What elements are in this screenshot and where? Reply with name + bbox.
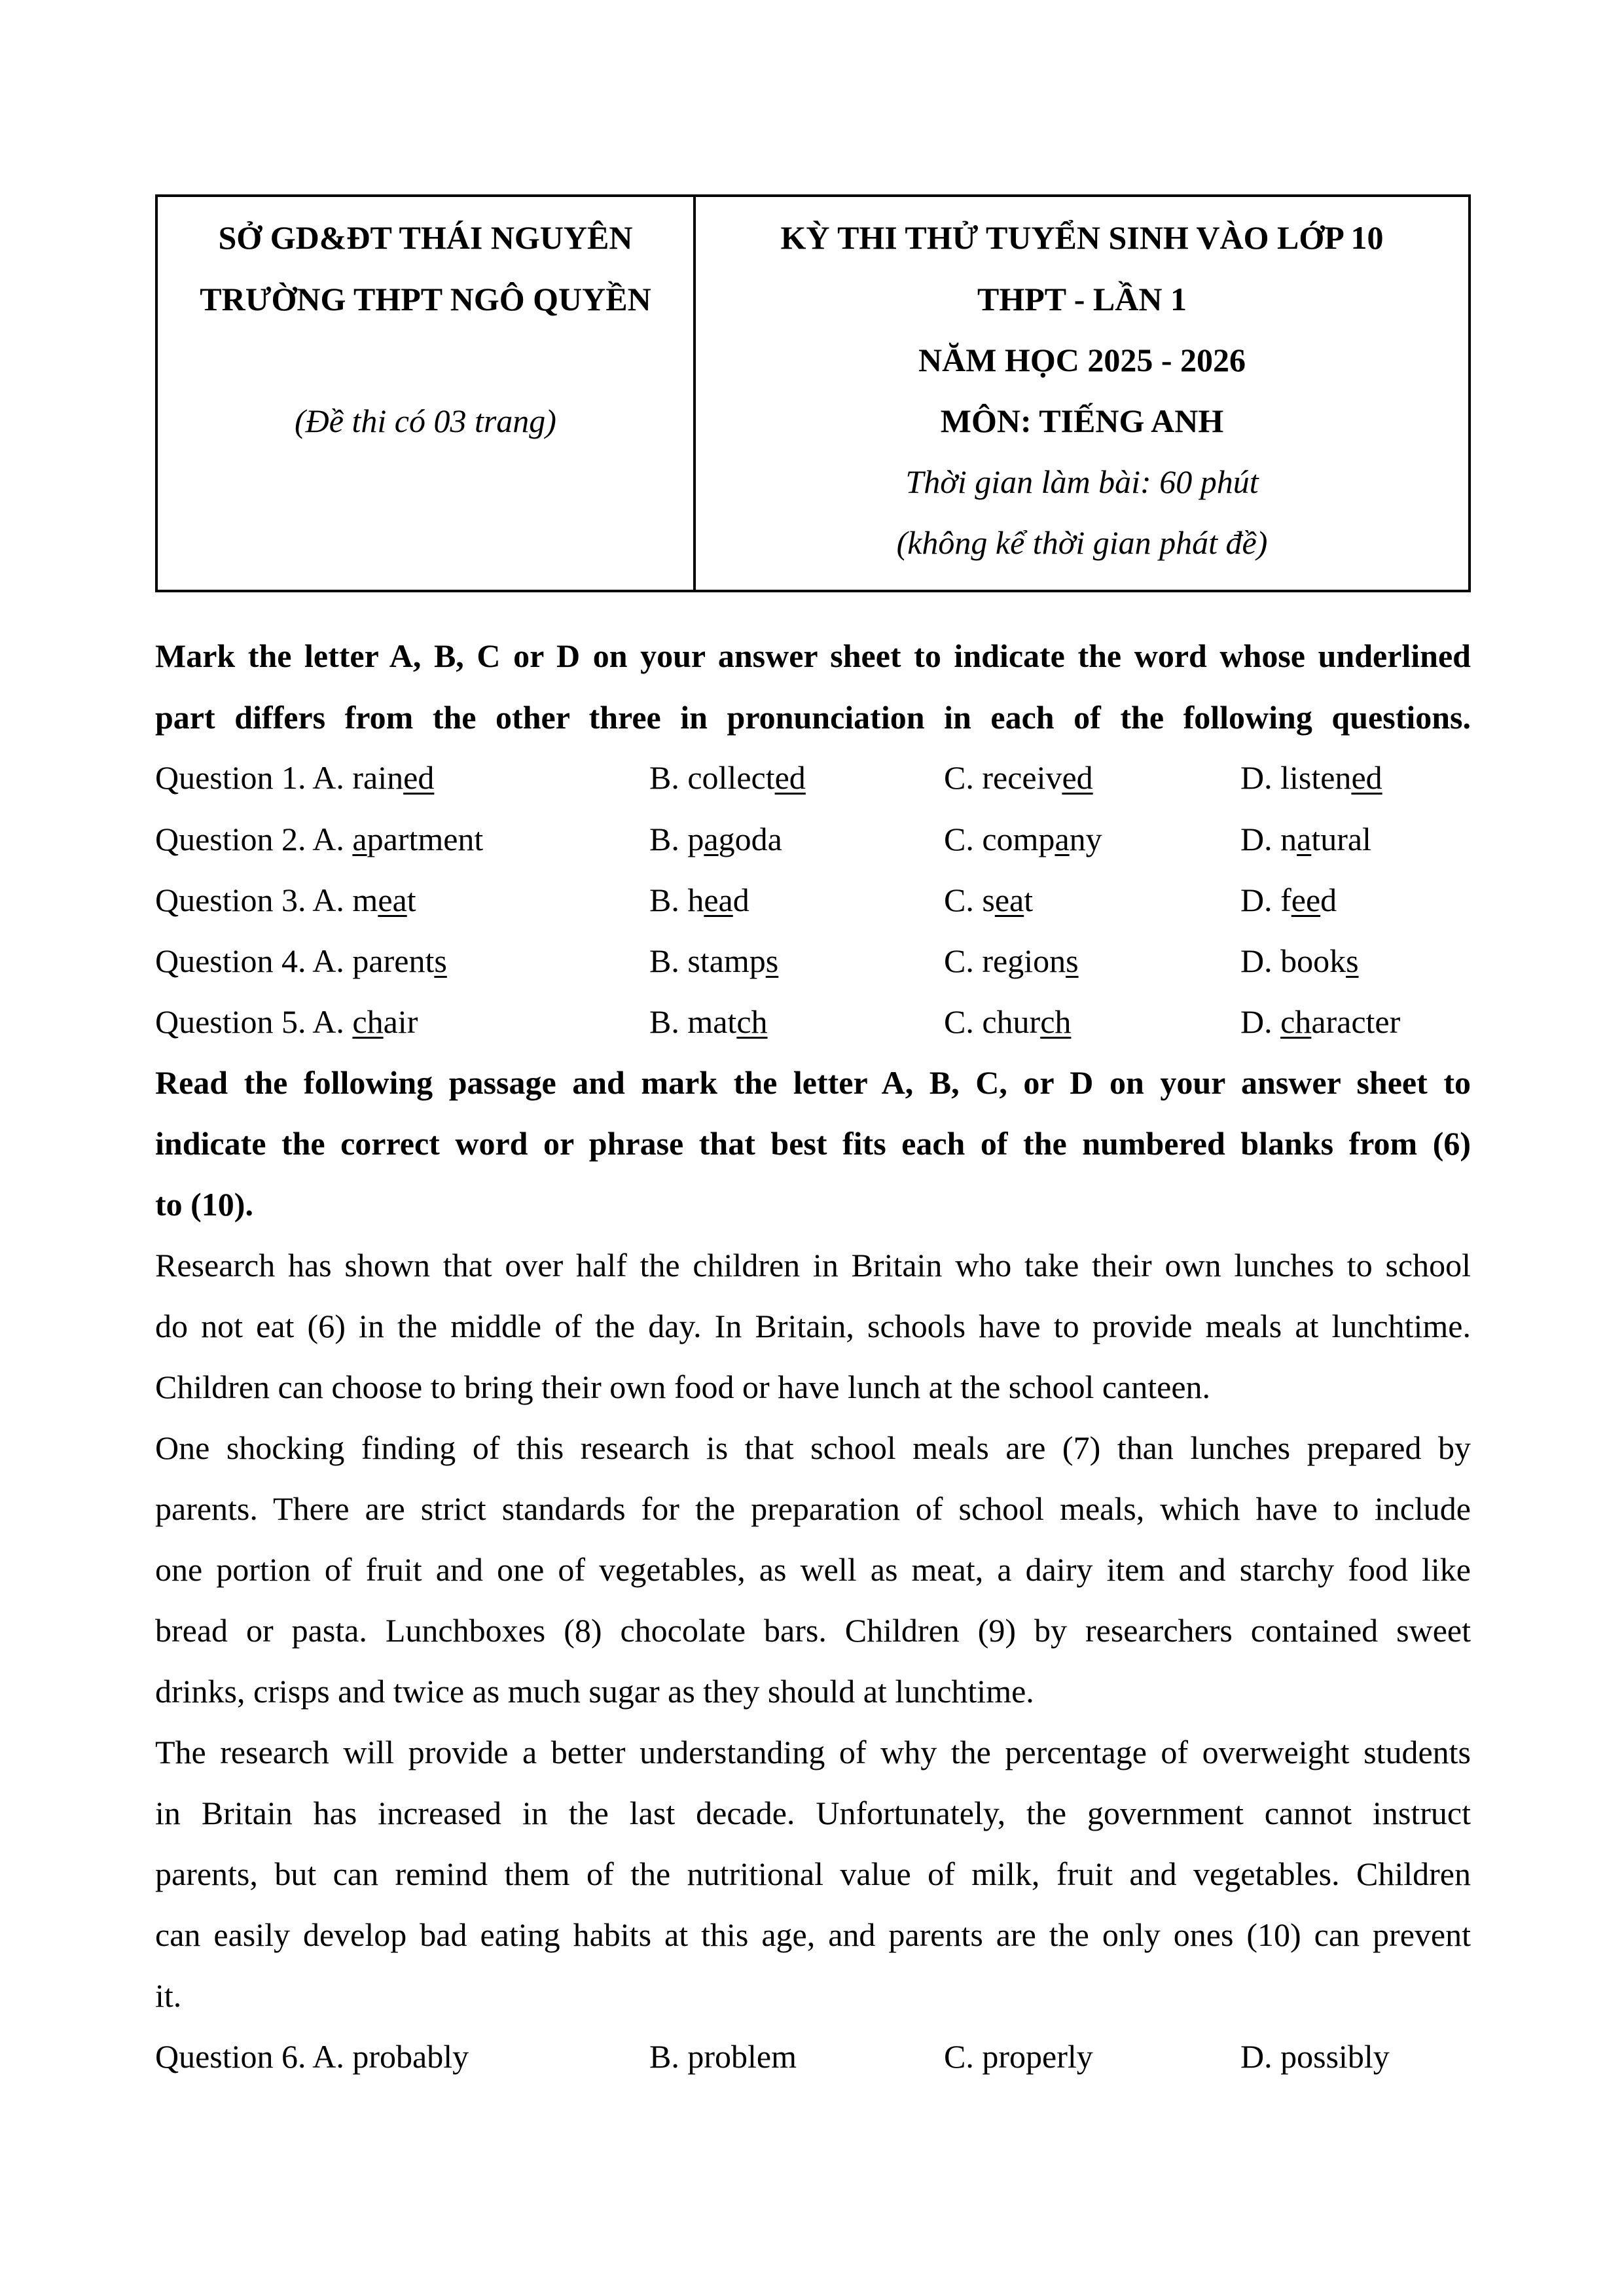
exam-duration: Thời gian làm bài: 60 phút bbox=[905, 463, 1259, 500]
section2-instruction-line2: indicate the correct word or phrase that best fits each of the numbered blanks from (6) bbox=[155, 1125, 1471, 1162]
option-a: Question 4. A. parents bbox=[155, 942, 447, 979]
question-row-1 bbox=[155, 758, 1471, 797]
option-d: D. character bbox=[1240, 1003, 1401, 1040]
option-b: B. head bbox=[649, 882, 749, 918]
passage-line: it. bbox=[155, 1977, 182, 2014]
exam-title: KỲ THI THỬ TUYỂN SINH VÀO LỚP 10 bbox=[780, 219, 1384, 256]
question-row-4 bbox=[155, 941, 1471, 980]
passage-line: Children can choose to bring their own food or have lunch at the school canteen. bbox=[155, 1369, 1211, 1405]
passage-line: parents. There are strict standards for the preparation of school meals, which have to include bbox=[155, 1490, 1471, 1527]
passage-line: can easily develop bad eating habits at this age, and parents are the only ones (10) can prevent bbox=[155, 1916, 1471, 1953]
option-c: C. received bbox=[944, 759, 1093, 796]
question-row-2 bbox=[155, 819, 1471, 859]
department-name: SỞ GD&ĐT THÁI NGUYÊN bbox=[218, 219, 633, 256]
question-row-5 bbox=[155, 1002, 1471, 1041]
exam-subject: MÔN: TIẾNG ANH bbox=[940, 403, 1224, 439]
passage-line: Research has shown that over half the children in Britain who take their own lunches to school bbox=[155, 1247, 1471, 1283]
passage-line: in Britain has increased in the last decade. Unfortunately, the government cannot instruct bbox=[155, 1795, 1471, 1831]
section1-instruction-line1: Mark the letter A, B, C or D on your answer sheet to indicate the word whose underlined bbox=[155, 637, 1471, 674]
option-c: C. company bbox=[944, 821, 1102, 857]
passage-line: drinks, crisps and twice as much sugar as they should at lunchtime. bbox=[155, 1673, 1034, 1710]
option-b: B. problem bbox=[649, 2038, 797, 2075]
option-a: Question 1. A. rained bbox=[155, 759, 435, 796]
option-c: C. properly bbox=[944, 2038, 1093, 2075]
option-b: B. match bbox=[649, 1003, 768, 1040]
exam-duration-note: (không kể thời gian phát đề) bbox=[896, 524, 1268, 561]
option-d: D. listened bbox=[1240, 759, 1382, 796]
option-d: D. possibly bbox=[1240, 2038, 1390, 2075]
option-d: D. natural bbox=[1240, 821, 1371, 857]
passage-line: bread or pasta. Lunchboxes (8) chocolate bars. Children (9) by researchers contained sweet bbox=[155, 1612, 1471, 1649]
option-b: B. pagoda bbox=[649, 821, 782, 857]
header-school-cell bbox=[158, 197, 696, 590]
section1-instruction-line2: part differs from the other three in pronunciation in each of the following questions. bbox=[155, 699, 1471, 736]
option-d: D. books bbox=[1240, 942, 1359, 979]
school-year: NĂM HỌC 2025 - 2026 bbox=[918, 342, 1246, 378]
exam-round: THPT - LẦN 1 bbox=[977, 281, 1187, 317]
passage-line: one portion of fruit and one of vegetables, as well as meat, a dairy item and starchy food like bbox=[155, 1551, 1471, 1588]
option-a: Question 2. A. apartment bbox=[155, 821, 484, 857]
exam-header-table bbox=[155, 194, 1471, 592]
pages-note: (Đề thi có 03 trang) bbox=[295, 403, 556, 439]
option-c: C. seat bbox=[944, 882, 1034, 918]
option-b: B. collected bbox=[649, 759, 806, 796]
option-a: Question 3. A. meat bbox=[155, 882, 416, 918]
option-a: Question 5. A. chair bbox=[155, 1003, 418, 1040]
option-c: C. regions bbox=[944, 942, 1079, 979]
header-exam-cell bbox=[696, 197, 1468, 590]
option-c: C. church bbox=[944, 1003, 1072, 1040]
option-d: D. feed bbox=[1240, 882, 1337, 918]
passage-line: The research will provide a better understanding of why the percentage of overweight students bbox=[155, 1734, 1471, 1770]
question-row-6 bbox=[155, 2037, 1471, 2076]
option-a: Question 6. A. probably bbox=[155, 2038, 469, 2075]
section2-instruction-line1: Read the following passage and mark the letter A, B, C, or D on your answer sheet to bbox=[155, 1064, 1471, 1101]
passage-line: One shocking finding of this research is that school meals are (7) than lunches prepared by bbox=[155, 1429, 1471, 1466]
question-row-3 bbox=[155, 880, 1471, 920]
option-b: B. stamps bbox=[649, 942, 779, 979]
section2-instruction-line3: to (10). bbox=[155, 1186, 253, 1223]
passage-line: do not eat (6) in the middle of the day. In Britain, schools have to provide meals at lunchtime. bbox=[155, 1308, 1471, 1344]
passage-line: parents, but can remind them of the nutritional value of milk, fruit and vegetables. Children bbox=[155, 1856, 1471, 1892]
school-name: TRƯỜNG THPT NGÔ QUYỀN bbox=[200, 281, 651, 317]
